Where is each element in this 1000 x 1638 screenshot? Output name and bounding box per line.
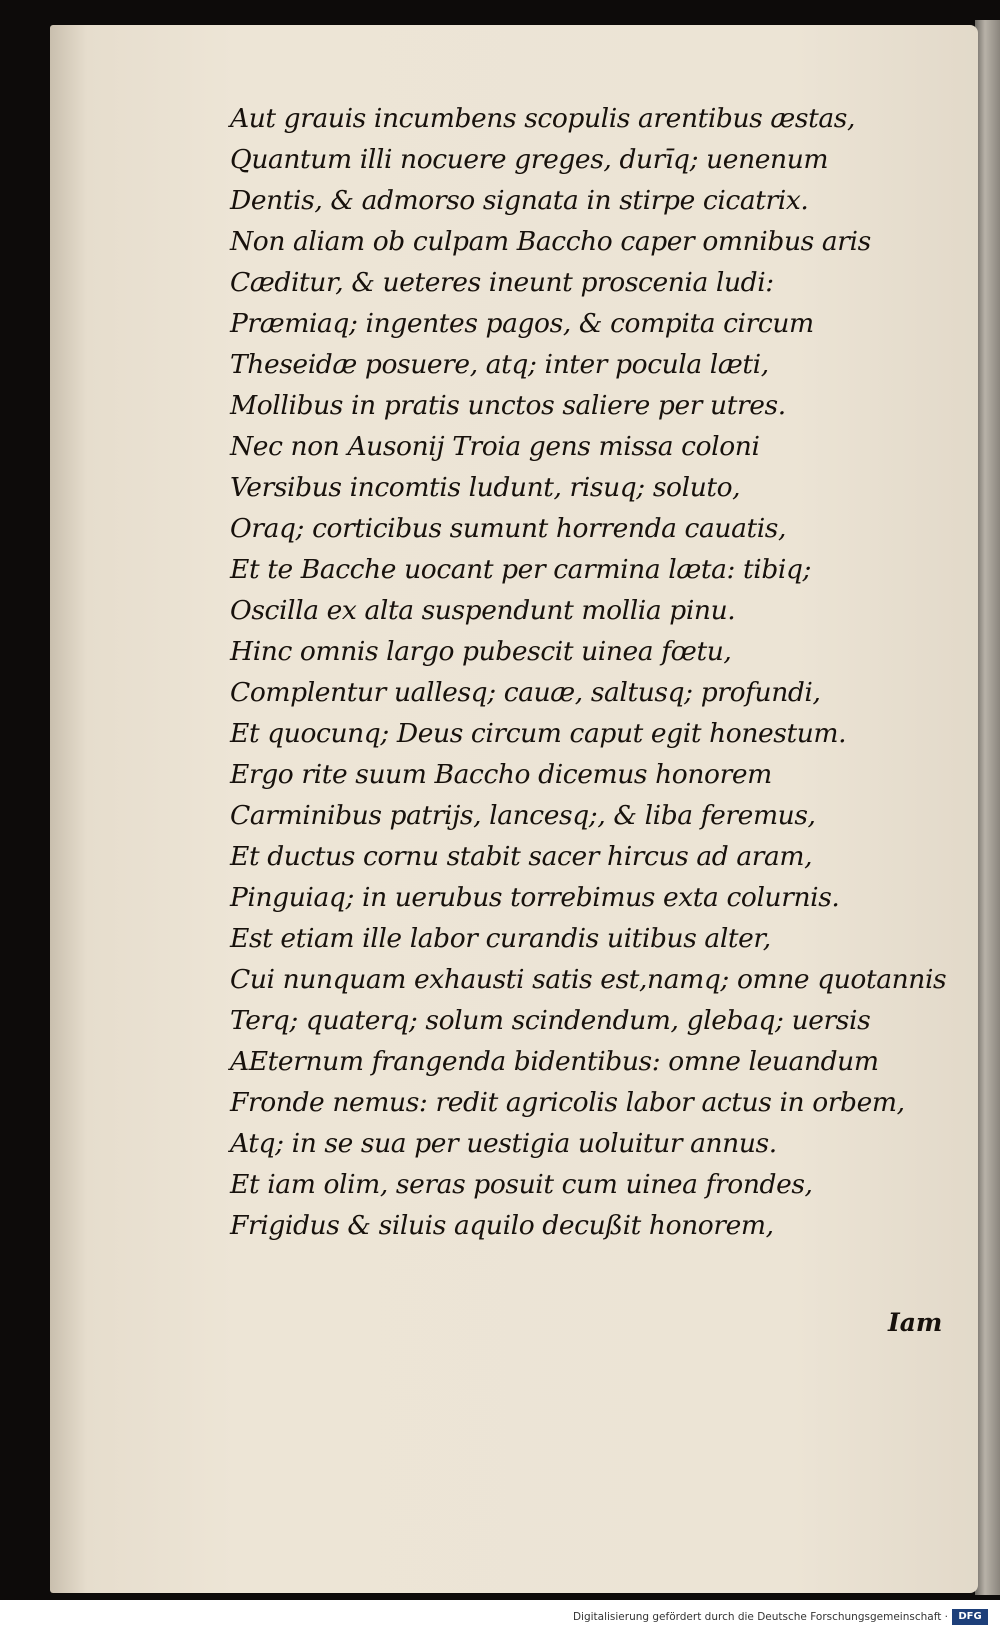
digitization-footer: [0, 1600, 1000, 1638]
verse-line: Oraq; corticibus sumunt horrenda cauatis,: [230, 513, 787, 544]
verse-line: Mollibus in pratis unctos saliere per utres.: [230, 390, 786, 421]
verse-line: Quantum illi nocuere greges, durīq; uenenum: [230, 144, 829, 175]
verse-line: Pinguiaq; in uerubus torrebimus exta colurnis.: [230, 882, 840, 913]
verse-line: Cæditur, & ueteres ineunt proscenia ludi:: [230, 267, 774, 298]
verse-line: Et quocunq; Deus circum caput egit honestum.: [230, 718, 847, 749]
verse-line: Præmiaq; ingentes pagos, & compita circum: [230, 308, 814, 339]
verse-line: Ergo rite suum Baccho dicemus honorem: [230, 759, 772, 790]
verse-line: Non aliam ob culpam Baccho caper omnibus aris: [230, 226, 871, 257]
verse-line: Dentis, & admorso signata in stirpe cicatrix.: [230, 185, 809, 216]
verse-line: Cui nunquam exhausti satis est,namq; omne quotannis: [230, 964, 947, 995]
verse-line: Hinc omnis largo pubescit uinea fœtu,: [230, 636, 732, 667]
verse-line: Et ductus cornu stabit sacer hircus ad aram,: [230, 841, 813, 872]
verse-line: Oscilla ex alta suspendunt mollia pinu.: [230, 595, 736, 626]
verse-line: Complentur uallesq; cauæ, saltusq; profundi,: [230, 677, 821, 708]
verse-line: Atq; in se sua per uestigia uoluitur annus.: [230, 1128, 777, 1159]
verse-text: [230, 98, 946, 1246]
verse-line: Terq; quaterq; solum scindendum, glebaq; uersis: [230, 1005, 871, 1036]
verse-line: Aut grauis incumbens scopulis arentibus æstas,: [230, 103, 855, 134]
verse-line: Et iam olim, seras posuit cum uinea frondes,: [230, 1169, 813, 1200]
verse-line: AEternum frangenda bidentibus: omne leuandum: [230, 1046, 879, 1077]
verse-line: Carminibus patrijs, lancesq;, & liba feremus,: [230, 800, 816, 831]
page-edge: [975, 20, 1000, 1595]
funding-credit: Digitalisierung gefördert durch die Deutsche Forschungsgemeinschaft ·: [572, 1611, 948, 1623]
verse-line: Est etiam ille labor curandis uitibus alter,: [230, 923, 771, 954]
verse-line: Frigidus & siluis aquilo decußit honorem,: [230, 1210, 774, 1241]
dfg-logo: DFG: [952, 1609, 988, 1625]
verse-line: Nec non Ausonij Troia gens missa coloni: [230, 431, 760, 462]
catchword: Iam: [888, 1308, 943, 1337]
verse-line: Et te Bacche uocant per carmina læta: tibiq;: [230, 554, 812, 585]
verse-line: Fronde nemus: redit agricolis labor actus in orbem,: [230, 1087, 905, 1118]
verse-line: Versibus incomtis ludunt, risuq; soluto,: [230, 472, 741, 503]
verse-line: Theseidæ posuere, atq; inter pocula læti,: [230, 349, 769, 380]
